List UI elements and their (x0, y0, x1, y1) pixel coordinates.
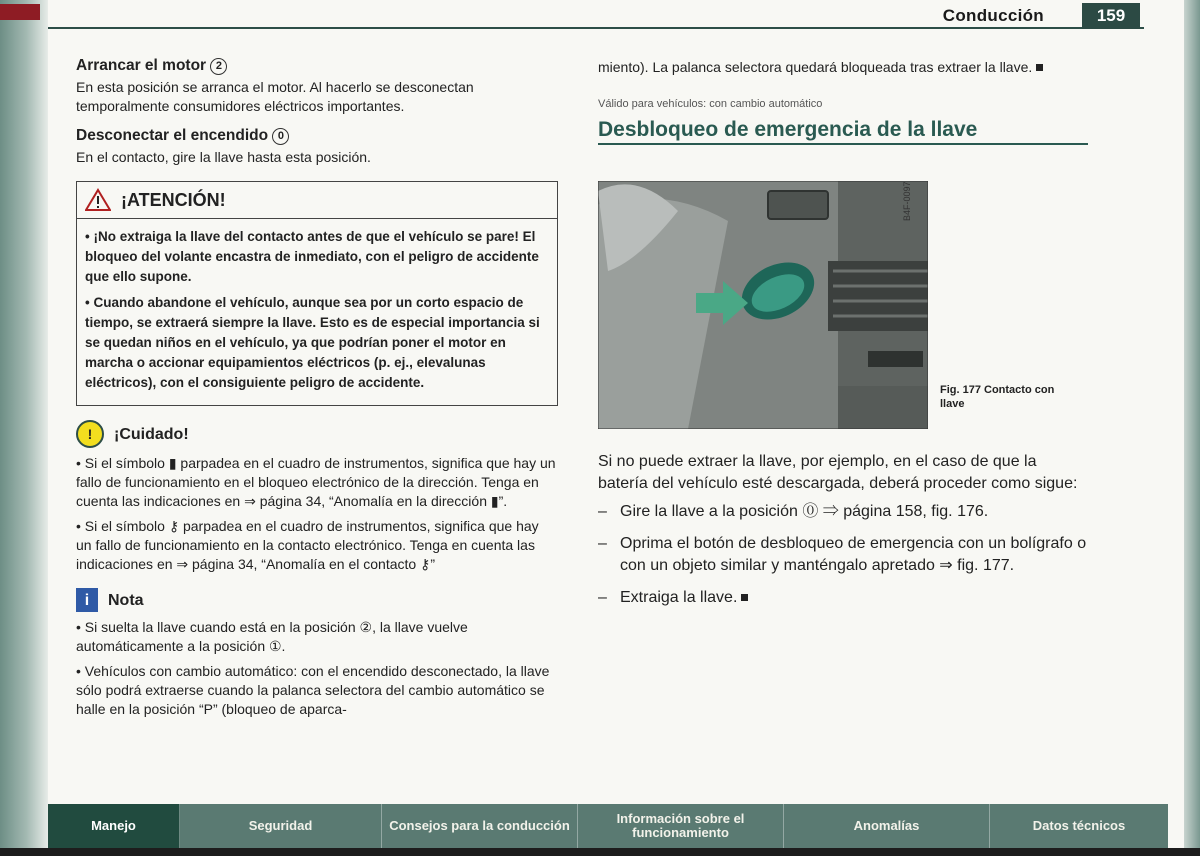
tab-manejo[interactable]: Manejo (48, 804, 180, 848)
warning-bullet-1: • ¡No extraiga la llave del contacto antes de que el vehículo se pare! El bloqueo del volante encastra de inmediato, con el peligro de accidente que ello supone. (85, 229, 539, 284)
left-column (76, 56, 558, 719)
figure-caption-line-1: Fig. 177 Contacto con (940, 384, 1055, 396)
warning-header (77, 182, 557, 219)
manual-page (48, 0, 1184, 856)
tab-anomalias[interactable]: Anomalías (784, 804, 990, 848)
caution-icon: ! (76, 420, 104, 448)
section-desconectar-title: Desconectar el encendido 0 (76, 126, 558, 145)
section-rule (598, 143, 1088, 145)
chapter-title: Conducción (942, 6, 1044, 25)
figure-177 (598, 169, 1088, 417)
step-item: – Gire la llave a la posición ⓪ ⇒ página 158, fig. 176. (598, 503, 989, 520)
warning-triangle-icon (85, 188, 111, 212)
header-rule (48, 27, 1144, 29)
end-mark-icon (741, 594, 748, 601)
page-number: 159 (1082, 3, 1140, 29)
warning-body (77, 219, 557, 405)
note-bullet-1: • Si suelta la llave cuando está en la posición ②, la llave vuelve automáticamente a la posición ①. (76, 619, 468, 654)
caution-bullet-2: • Si el símbolo ⚷ parpadea en el cuadro de instrumentos, significa que hay un fallo de funcionamiento en la contacto electrónico. Tenga en cuenta las indicaciones en ⇒ página 34, “Anomalía en el contacto ⚷” (76, 518, 539, 572)
warning-bullet-2: • Cuando abandone el vehículo, aunque sea por un corto espacio de tiempo, se extraerá siempre la llave. Esto es de especial importancia si se quedan niños en el vehículo, ya que podrían poner el motor en marcha o accionar equipamientos eléctricos (p. ej., elevalunas eléctricos), con el consiguiente peligro de accidente. (85, 295, 540, 390)
caution-bullet-1: • Si el símbolo ▮ parpadea en el cuadro de instrumentos, significa que hay un fallo de funcionamiento en el bloqueo electrónico de la dirección. Tenga en cuenta las indicaciones en ⇒ página 34, “Anomalía en la dirección ▮”. (76, 455, 556, 509)
left-page-edge (0, 0, 48, 856)
figure-code (898, 207, 948, 221)
section-title: Desbloqueo de emergencia de la llave (598, 118, 978, 141)
tab-datos-tecnicos[interactable]: Datos técnicos (1032, 818, 1126, 833)
footer-nav (48, 804, 1168, 848)
red-tab-marker (0, 4, 40, 20)
section-desconectar-text: En el contacto, gire la llave hasta esta posición. (76, 149, 371, 165)
caution-header (76, 420, 558, 448)
right-page-edge (1184, 0, 1200, 856)
section-arrancar-text: En esta posición se arranca el motor. Al hacerlo se desconectan temporalmente consumidores eléctricos importantes. (76, 79, 474, 114)
position-2-icon: 2 (210, 58, 227, 75)
figure-caption (940, 383, 1054, 411)
steps-list (598, 501, 1088, 609)
figure-caption-line-2: llave (940, 398, 965, 410)
bottom-bar (0, 848, 1200, 856)
warning-box (76, 181, 558, 406)
tab-seguridad[interactable]: Seguridad (180, 804, 382, 848)
note-title: Nota (108, 591, 144, 609)
warning-title: ¡ATENCIÓN! (121, 189, 226, 210)
step-item: – Extraiga la llave. (598, 587, 1088, 609)
ignition-photo (598, 181, 928, 429)
section-arrancar-title: Arrancar el motor 2 (76, 56, 558, 75)
end-mark-icon (1036, 64, 1043, 71)
continued-text: miento). La palanca selectora quedará bloqueada tras extraer la llave. (598, 58, 1088, 77)
caution-title: ¡Cuidado! (114, 425, 189, 443)
note-bullet-2: • Vehículos con cambio automático: con el encendido desconectado, la llave sólo podrá extraerse cuando la palanca selectora del cambio automático se halle en la posición “P” (bloqueo de aparca- (76, 663, 550, 717)
info-icon: i (76, 588, 98, 612)
step-item: – Oprima el botón de desbloqueo de emergencia con un bolígrafo o con un objeto similar y manténgalo apretado ⇒ fig. 177. (598, 535, 1087, 574)
position-0-icon: 0 (272, 128, 289, 145)
validity-note: Válido para vehículos: con cambio automático (598, 98, 823, 110)
tab-informacion[interactable]: Información sobre el funcionamiento (578, 804, 784, 848)
note-header (76, 588, 558, 612)
right-column (598, 58, 1088, 619)
tab-consejos[interactable]: Consejos para la conducción (382, 804, 578, 848)
intro-text: Si no puede extraer la llave, por ejemplo, en el caso de que la batería del vehículo esté descargada, deberá proceder como sigue: (598, 453, 1078, 492)
